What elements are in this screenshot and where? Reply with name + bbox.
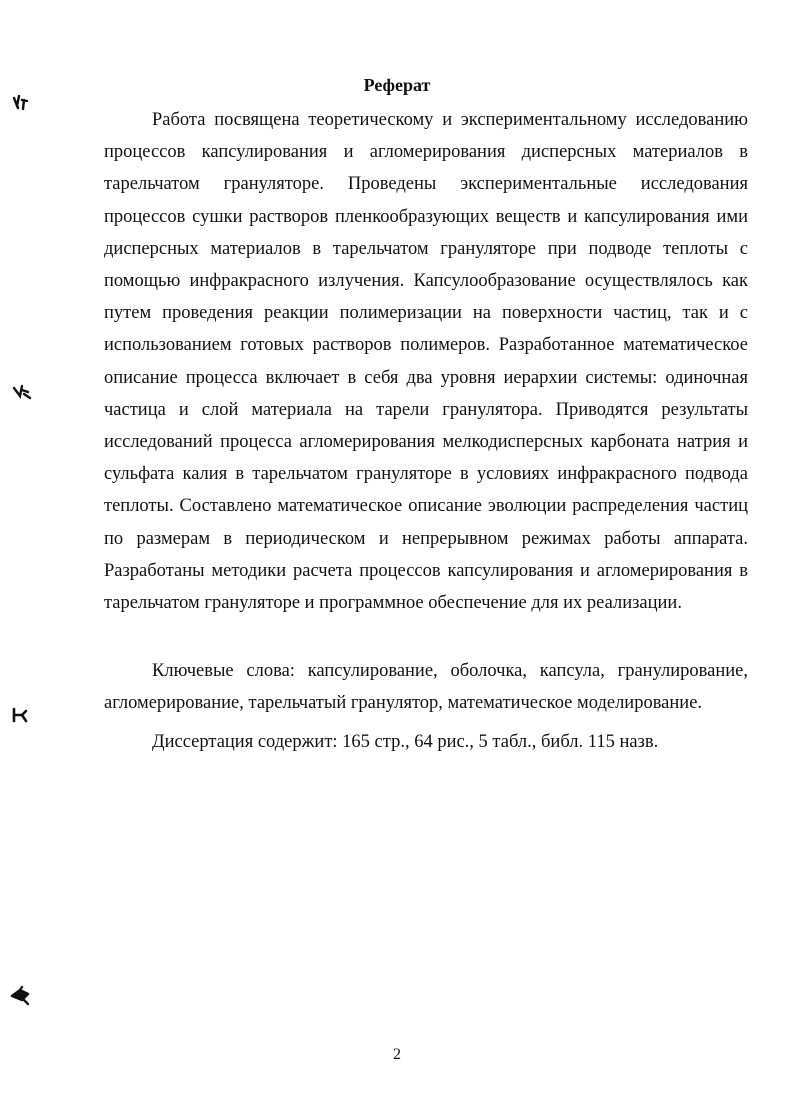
page-number: 2: [393, 1046, 401, 1063]
binding-mark-icon: [8, 92, 36, 114]
binding-mark-icon: [8, 703, 36, 725]
abstract-paragraph: Работа посвящена теоретическому и экспериментальному исследованию процессов капсулирования и агломерирования дисперсных материалов в тарельчатом грануляторе. Проведены экспериментальные исследования процессов сушки растворов пленкообразующих веществ и капсулирования ими дисперсных материалов в тарельчатом грануляторе при подводе теплоты с помощью инфракрасного излучения. Капсулообразование осуществлялось как путем проведения реакции полимеризации на поверхности частиц, так и с использованием готовых растворов полимеров. Разработанное математическое описание процесса включает в себя два уровня иерархии системы: одиночная частица и слой материала на тарели гранулятора. Приводятся результаты исследований процесса агломерирования мелкодисперсных карбоната натрия и сульфата калия в тарельчатом грануляторе в условиях инфракрасного подвода теплоты. Составлено математическое описание эволюции распределения частиц по размерам в периодическом и непрерывном режимах работы аппарата. Разработаны методики расчета процессов капсулирования и агломерирования в тарельчатом грануляторе и программное обеспечение для их реализации.: [104, 110, 748, 614]
keywords-paragraph: Ключевые слова: капсулирование, оболочка, капсула, гранулирование, агломерирование, тарельчатый гранулятор, математическое моделирование.: [104, 661, 748, 713]
page-title: Реферат: [363, 75, 431, 95]
binding-mark-icon: [8, 984, 36, 1006]
binding-mark-icon: [8, 380, 36, 402]
abstract-body: [104, 104, 748, 619]
dissertation-contents-summary: Диссертация содержит: 165 стр., 64 рис., 5 табл., библ. 115 назв.: [152, 732, 659, 752]
